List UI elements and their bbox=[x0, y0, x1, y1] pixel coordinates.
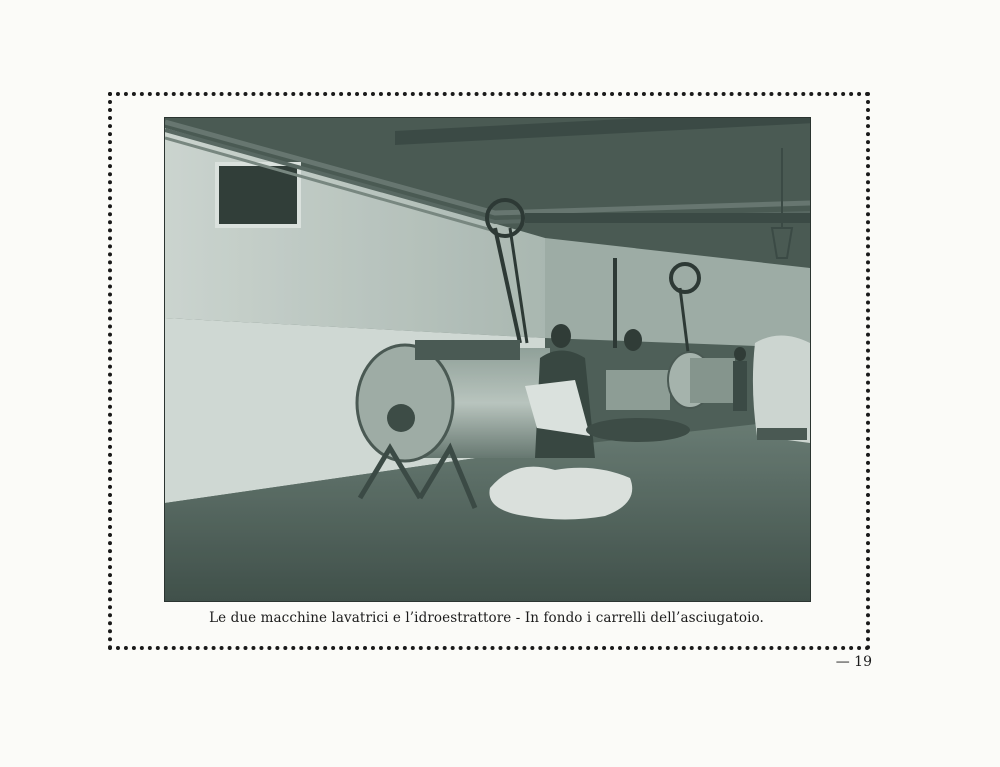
photo-caption: Le due macchine lavatrici e l’idroestrattore - In fondo i carrelli dell’asciugatoio. bbox=[209, 610, 764, 626]
laundry-photograph bbox=[164, 117, 811, 602]
page-number: — 19 bbox=[835, 654, 872, 670]
